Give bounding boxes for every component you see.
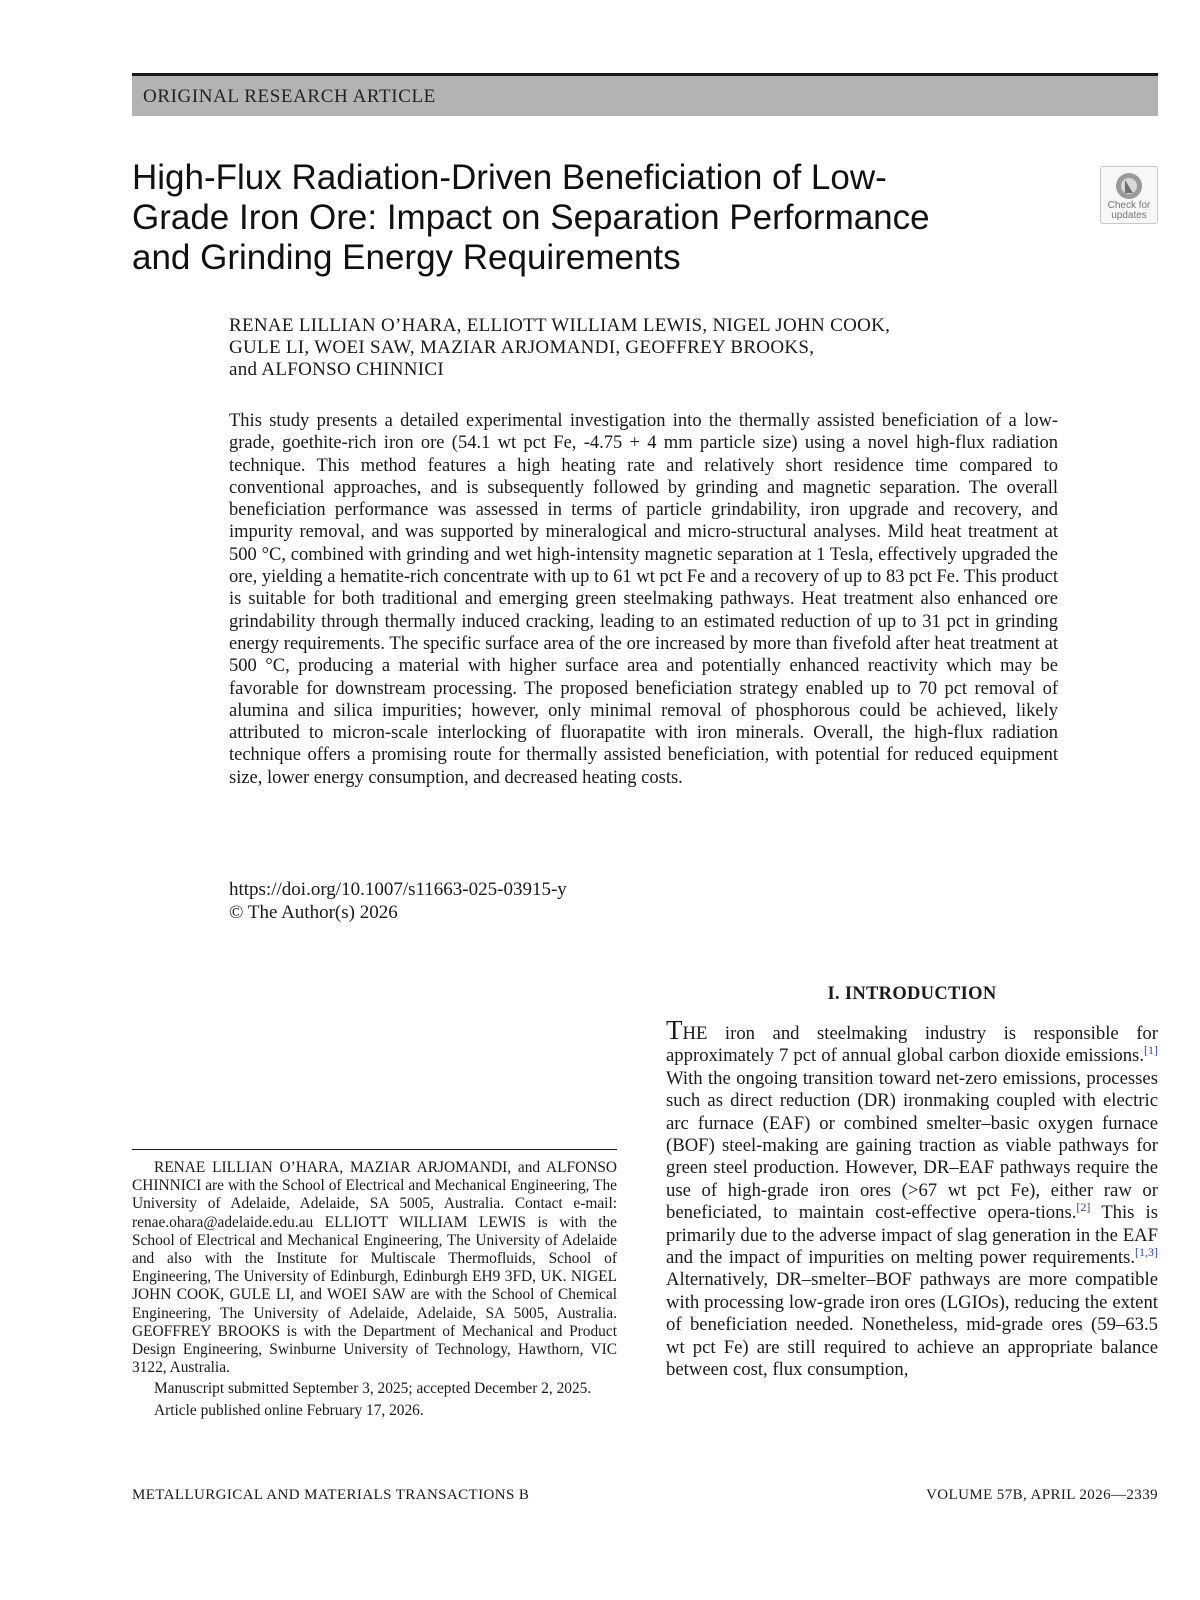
copyright-notice: © The Author(s) 2026 [229,902,398,923]
article-type-label: ORIGINAL RESEARCH ARTICLE [143,86,436,107]
footer-volume-page: VOLUME 57B, APRIL 2026—2339 [926,1487,1158,1503]
article-title [132,158,1012,278]
intro-text: Alternatively, DR–smelter–BOF pathways are more compatible with processing low-grade iron ores (LGIOs), reducing the extent of beneficiation needed. Nonetheless, mid-grade ores (59–63.5 wt pct Fe) are still required to achieve an appropriate balance between cost, flux consumption, [666,1269,1158,1381]
author-list [229,315,1069,381]
author-line: GULE LI, WOEI SAW, MAZIAR ARJOMANDI, GEOFFREY BROOKS, [229,337,815,358]
citation-ref[interactable]: [2] [1076,1200,1091,1215]
section-heading-introduction: I. INTRODUCTION [827,984,997,1004]
article-type-banner [132,73,1158,116]
intro-text: With the ongoing transition toward net-zero emissions, processes such as direct reduction (DR) ironmaking coupled with electric arc furnace (EAF) or combined smelter–basic oxygen furnace (BOF) steel-making are gaining traction as viable pathways for green steel production. However, DR–EAF pathways require the use of high-grade iron ores (>67 wt pct Fe), either raw or beneficiated, to maintain cost-effective opera-tions. [666,1067,1158,1224]
citation-ref[interactable]: [1] [1144,1043,1158,1058]
intro-text: HE iron and steelmaking industry is responsible for approximately 7 pct of annual global carbon dioxide emissions. [666,1023,1158,1067]
title-line: High-Flux Radiation-Driven Beneficiation of Low- [132,158,887,197]
title-line: and Grinding Energy Requirements [132,238,681,277]
check-for-updates-icon [1114,171,1144,201]
doi-block [229,878,567,924]
badge-label: Check for updates [1107,200,1151,221]
intro-text: This is primarily due to the adverse impact of slag generation in the EAF and the impact of impurities on melting power requirements. [666,1202,1158,1269]
citation-ref[interactable]: [1,3] [1135,1244,1158,1259]
author-line: and ALFONSO CHINNICI [229,359,444,380]
author-line: RENAE LILLIAN O’HARA, ELLIOTT WILLIAM LEWIS, NIGEL JOHN COOK, [229,315,891,336]
drop-cap: T [666,1015,683,1045]
affiliations-footnote [132,1159,617,1423]
abstract: This study presents a detailed experimental investigation into the thermally assisted beneficiation of a low-grade, goethite-rich iron ore (54.1 wt pct Fe, -4.75 + 4 mm particle size) using a novel high-flux radiation technique. This method features a high heating rate and relatively short residence time compared to conventional approaches, and is subsequently followed by grinding and magnetic separation. The overall beneficiation performance was assessed in terms of particle grindability, iron upgrade and recovery, and impurity removal, and was supported by mineralogical and micro-structural analyses. Mild heat treatment at 500 °C, combined with grinding and wet high-intensity magnetic separation at 1 Tesla, effectively upgraded the ore, yielding a hematite-rich concentrate with up to 61 wt pct Fe and a recovery of up to 83 pct Fe. This product is suitable for both traditional and emerging green steelmaking pathways. Heat treatment also enhanced ore grindability through thermally induced cracking, leading to an estimated reduction of up to 31 pct in grinding energy requirements. The specific surface area of the ore increased by more than fivefold after heat treatment at 500 °C, producing a material with higher surface area and potentially enhanced reactivity which may be favorable for downstream processing. The proposed beneficiation strategy enabled up to 70 pct removal of alumina and silica impurities; however, only minimal removal of phosphorous could be achieved, likely attributed to micron-scale interlocking of fluorapatite with iron minerals. Overall, the high-flux radiation technique offers a promising route for thermally assisted beneficiation, with potential for reduced equipment size, lower energy consumption, and decreased heating costs. [229,411,1058,788]
affiliation-text: RENAE LILLIAN O’HARA, MAZIAR ARJOMANDI, and ALFONSO CHINNICI are with the School of Electrical and Mechanical Engineering, The University of Adelaide, Adelaide, SA 5005, Australia. Contact e-mail: renae.ohara@adelaide.edu.au ELLIOTT WILLIAM LEWIS is with the School of Electrical and Mechanical Engineering, The University of Adelaide and also with the Institute for Multiscale Thermofluids, School of Engineering, The University of Edinburgh, Edinburgh EH9 3FD, UK. NIGEL JOHN COOK, GULE LI, and WOEI SAW are with the School of Chemical Engineering, The University of Adelaide, Adelaide, SA 5005, Australia. GEOFFREY BROOKS is with the Department of Mechanical and Product Design Engineering, Swinburne University of Technology, Hawthorn, VIC 3122, Australia. [132,1159,617,1377]
introduction-paragraph [666,1015,1158,1382]
check-for-updates-badge[interactable] [1100,166,1158,224]
manuscript-dates: Manuscript submitted September 3, 2025; accepted December 2, 2025. [154,1380,592,1398]
footer-journal-name: METALLURGICAL AND MATERIALS TRANSACTIONS B [132,1487,530,1503]
title-line: Grade Iron Ore: Impact on Separation Performance [132,198,930,237]
doi-link[interactable]: https://doi.org/10.1007/s11663-025-03915-y [229,879,567,900]
publication-date: Article published online February 17, 2026. [154,1401,424,1419]
footnote-divider [132,1149,617,1150]
